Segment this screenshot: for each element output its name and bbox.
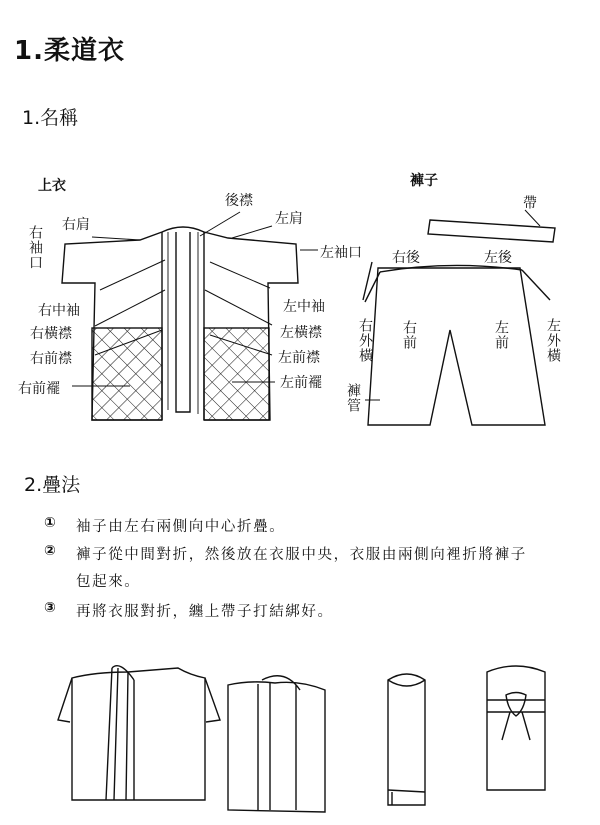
step-2-text-cont: 包起來。 [76,574,141,590]
pants-diagram [363,210,555,425]
label-right-side-collar: 右橫襟 [30,326,72,342]
label-belt: 帶 [521,195,537,210]
step-3-number: ③ [44,600,56,616]
label-left-mid-sleeve: 左中袖 [283,299,325,315]
section-heading-folding: 2.疊法 [24,474,81,496]
belt [428,220,555,242]
label-right-front-hem: 右前襬 [18,381,60,397]
folding-illustrations [58,666,545,812]
label-right-outer-side: 右外橫 [357,318,373,363]
label-left-front: 左前 [493,320,509,350]
label-left-front-collar: 左前襟 [278,350,320,366]
label-back-collar: 後襟 [225,193,253,209]
label-left-back: 左後 [484,250,512,266]
step-1-number: ① [44,515,56,531]
jacket-quilt-right [92,328,162,420]
label-left-shoulder: 左肩 [275,211,303,227]
label-right-shoulder: 右肩 [62,217,90,233]
step-3-text: 再將衣服對折，纏上帶子打結綁好。 [76,604,334,620]
label-left-cuff: 左袖口 [320,245,362,261]
label-right-cuff: 右袖口 [27,225,43,270]
jacket-title: 上衣 [38,178,66,194]
pants-outline [368,268,545,425]
step-1-text: 袖子由左右兩側向中心折疊。 [76,519,286,535]
label-left-side-collar: 左橫襟 [280,325,322,341]
label-right-front: 右前 [401,320,417,350]
label-left-front-hem: 左前襬 [280,375,322,391]
section-heading-names: 1.名稱 [22,107,79,129]
label-right-mid-sleeve: 右中袖 [38,303,80,319]
label-left-outer-side: 左外橫 [545,318,561,363]
label-right-back: 右後 [392,250,420,266]
step-2-text: 褲子從中間對折，然後放在衣服中央，衣服由兩側向裡折將褲子 [76,547,527,563]
page-title: 1.柔道衣 [14,36,125,66]
label-right-front-collar: 右前襟 [30,351,72,367]
jacket-back-collar [162,227,204,232]
pants-title: 褲子 [410,173,438,189]
label-pant-leg: 褲管 [345,383,361,413]
step-2-number: ② [44,543,56,559]
jacket-quilt-left [204,328,269,420]
